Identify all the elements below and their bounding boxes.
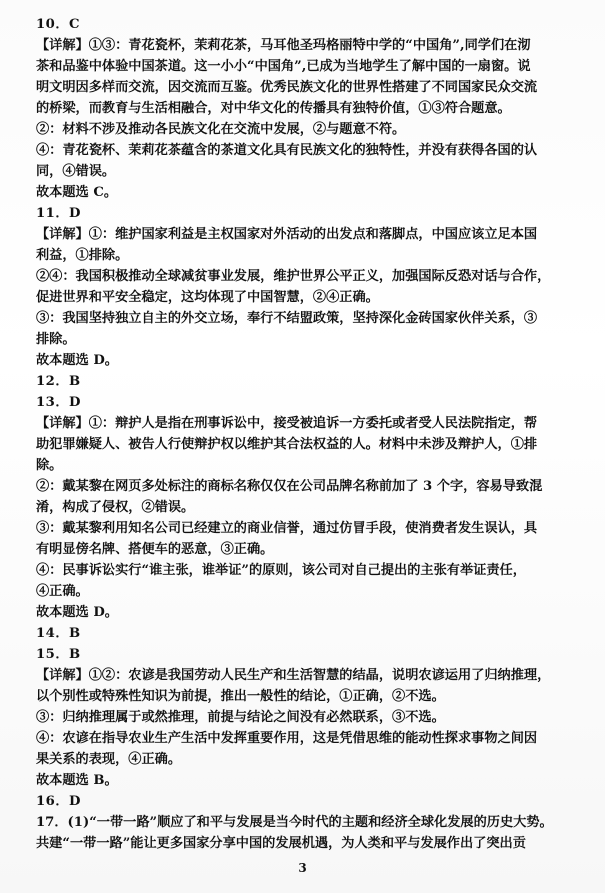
text-line: ③：戴某黎利用知名公司已经建立的商业信誉，通过仿冒手段，使消费者发生误认，具: [36, 521, 538, 536]
answer-number-13: 13．D: [36, 395, 81, 410]
text-line: 除。: [36, 458, 63, 473]
text-line: 共建“一带一路”能让更多国家分享中国的发展机遇，为人类和平与发展作出了突出贡: [36, 836, 526, 851]
answer-number-16: 16．D: [36, 794, 81, 809]
page-number: 3: [298, 861, 307, 875]
text-line: ②：戴某黎在网页多处标注的商标名称仅仅在公司品牌名称前加了 3 个字，容易导致混: [36, 479, 543, 494]
text-line: 【详解】①③：青花瓷杯，茉莉花茶，马耳他圣玛格丽特中学的“中国角”,同学们在沏: [36, 38, 531, 53]
text-line: ②：材料不涉及推动各民族文化在交流中发展，②与题意不符。: [36, 122, 406, 137]
text-line: 【详解】①：辩护人是指在刑事诉讼中，接受被追诉一方委托或者受人民法院指定，帮: [36, 416, 538, 431]
text-line: 有明显傍名牌、搭便车的恶意，③正确。: [36, 542, 274, 557]
text-line: ②④：我国积极推动全球减贫事业发展，维护世界公平正义，加强国际反恐对话与合作，: [36, 269, 551, 284]
text-line: 利益，①排除。: [36, 248, 129, 263]
text-line: 以个别性或特殊性知识为前提，推出一般性的结论，①正确，②不选。: [36, 689, 445, 704]
text-line: 的桥梁，而教育与生活相融合，对中华文化的传播具有独特价值，①③符合题意。: [36, 101, 511, 116]
text-line: ④：农谚在指导农业生产生活中发挥重要作用，这是凭借思维的能动性探求事物之间因: [36, 731, 538, 746]
answer-number-14: 14．B: [36, 626, 81, 641]
text-line: 茶和品鉴中体验中国茶道。这一小小“中国角”,已成为当地学生了解中国的一扇窗。说: [36, 59, 531, 74]
answer-number-17: 17．(1)“一带一路”顺应了和平与发展是当今时代的主题和经济全球化发展的历史大势。: [36, 815, 553, 830]
answer-number-11: 11．D: [36, 206, 81, 221]
text-line: 故本题选 D。: [36, 353, 118, 368]
text-line: 【详解】①：维护国家利益是主权国家对外活动的出发点和落脚点，中国应该立足本国: [36, 227, 538, 242]
text-line: 故本题选 C。: [36, 185, 118, 200]
answer-text-body: [36, 14, 577, 854]
text-line: 明文明因多样而交流，因交流而互鉴。优秀民族文化的世界性搭建了不同国家民众交流: [36, 80, 538, 95]
answer-number-12: 12．B: [36, 374, 81, 389]
text-line: 排除。: [36, 332, 76, 347]
text-line: ④正确。: [36, 584, 89, 599]
text-line: ④：民事诉讼实行“谁主张，谁举证”的原则，该公司对自己提出的主张有举证责任，: [36, 563, 526, 578]
answer-number-15: 15．B: [36, 647, 81, 662]
text-line: 故本题选 D。: [36, 605, 118, 620]
text-line: ③：归纳推理属于或然推理，前提与结论之间没有必然联系，③不选。: [36, 710, 445, 725]
text-line: 同，④错误。: [36, 164, 116, 179]
text-line: 淆，构成了侵权，②错误。: [36, 500, 195, 515]
text-line: ③：我国坚持独立自主的外交立场，奉行不结盟政策，坚持深化金砖国家伙伴关系，③: [36, 311, 538, 326]
text-line: ④：青花瓷杯、茉莉花茶蕴含的茶道文化具有民族文化的独特性，并没有获得各国的认: [36, 143, 538, 158]
text-line: 促进世界和平安全稳定，这均体现了中国智慧，②④正确。: [36, 290, 379, 305]
text-line: 故本题选 B。: [36, 773, 118, 788]
text-line: 助犯罪嫌疑人、被告人行使辩护权以维护其合法权益的人。材料中未涉及辩护人，①排: [36, 437, 538, 452]
text-line: 果关系的表现，④正确。: [36, 752, 182, 767]
text-line: 【详解】①②：农谚是我国劳动人民生产和生活智慧的结晶，说明农谚运用了归纳推理，: [36, 668, 551, 683]
answer-number-10: 10．C: [36, 17, 81, 32]
